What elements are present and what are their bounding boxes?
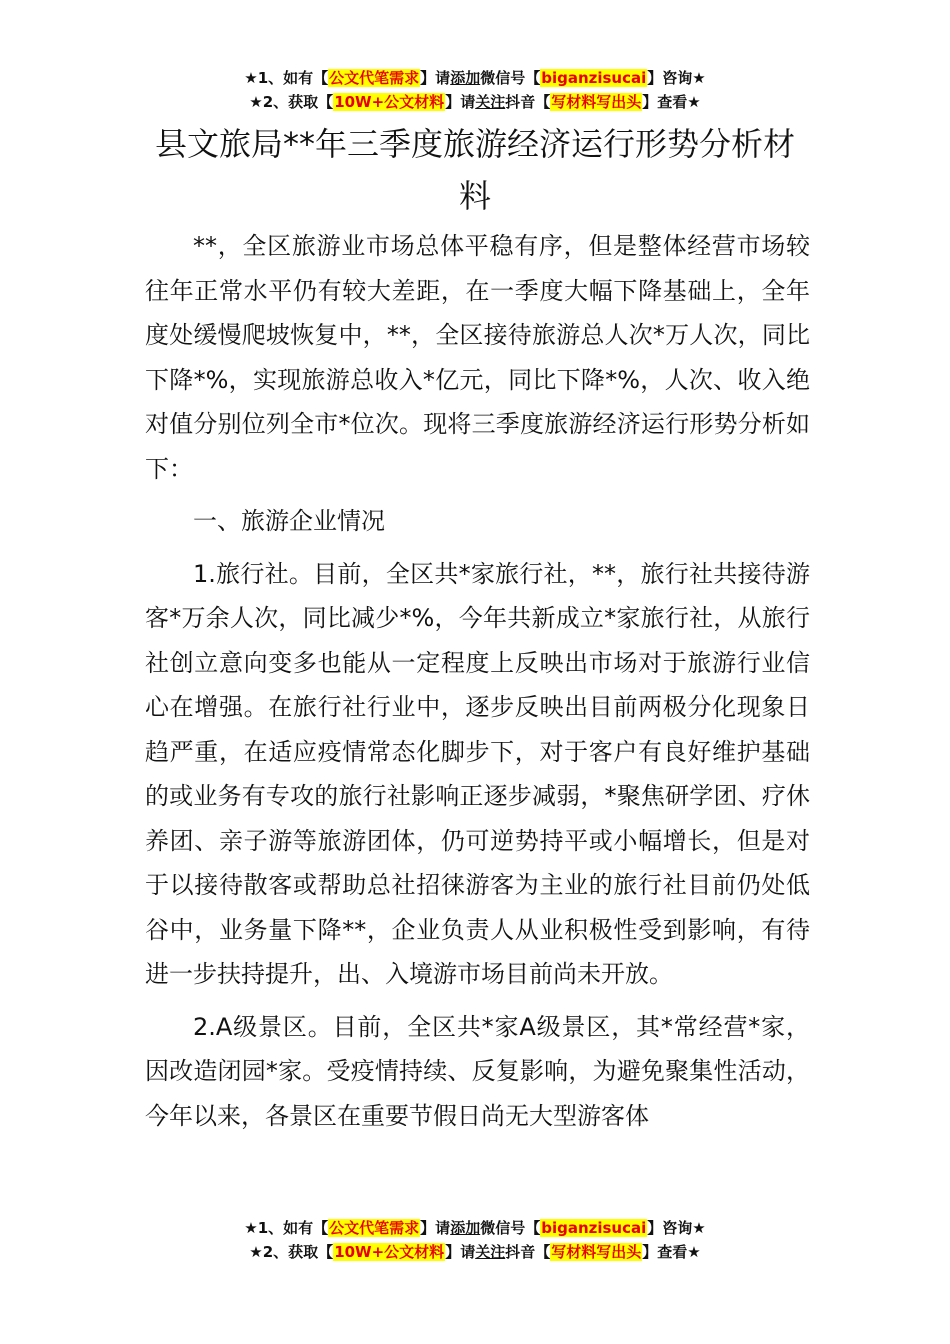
promo-text: 】请 [445, 93, 476, 111]
promo-highlight: 公文代笔需求 [329, 69, 420, 87]
promo-text: ★1、如有【 [244, 69, 329, 87]
promo-text: 】咨询★ [647, 1219, 706, 1237]
promo-highlight: 写材料写出头 [551, 1243, 642, 1261]
promo-text: 】请 [445, 1243, 476, 1261]
promo-text: ★2、获取【 [249, 1243, 334, 1261]
promo-highlight: 公文代笔需求 [329, 1219, 420, 1237]
promo-line-2 [0, 90, 950, 114]
promo-highlight: biganzisucai [541, 69, 647, 87]
promo-text: 】请 [420, 1219, 451, 1237]
section-heading: 一、旅游企业情况 [193, 507, 385, 535]
document-body [145, 224, 810, 1146]
promo-underlined: 关注 [475, 1243, 506, 1261]
promo-text: 抖音【 [505, 93, 551, 111]
promo-line-2 [0, 1240, 950, 1264]
scenic-area-paragraph: 2.A级景区。目前，全区共*家A级景区，其*常经营*家，因改造闭园*家。受疫情持续、反复影响，为避免聚集性活动，今年以来，各景区在重要节假日尚无大型游客体 [145, 1012, 810, 1130]
promo-text: 抖音【 [505, 1243, 551, 1261]
promo-highlight: 10W+公文材料 [334, 1243, 445, 1261]
promo-text: 】查看★ [642, 1243, 701, 1261]
promo-highlight: 10W+公文材料 [334, 93, 445, 111]
promo-line-1 [0, 1216, 950, 1240]
promo-text: ★2、获取【 [249, 93, 334, 111]
promo-text: 】请 [420, 69, 451, 87]
promo-underlined: 添加 [450, 1219, 481, 1237]
promo-highlight: 写材料写出头 [551, 93, 642, 111]
promo-text: 】咨询★ [647, 69, 706, 87]
document-title: 县文旅局**年三季度旅游经济运行形势分析材料 [154, 125, 795, 215]
promo-text: 微信号【 [480, 69, 541, 87]
promo-text: ★1、如有【 [244, 1219, 329, 1237]
header-promo-banner [0, 66, 950, 114]
travel-agency-paragraph: 1.旅行社。目前，全区共*家旅行社，**，旅行社共接待游客*万余人次，同比减少*%，今年共新成立*家旅行社，从旅行社创立意向变多也能从一定程度上反映出市场对于旅游行业信心在增强。在旅行社行业中，逐步反映出目前两极分化现象日趋严重，在适应疫情常态化脚步下，对于客户有良好维护基础的或业务有专攻的旅行社影响正逐步减弱，*聚焦研学团、疗休养团、亲子游等旅游团体，仍可逆势持平或小幅增长，但是对于以接待散客或帮助总社招徕游客为主业的旅行社目前仍处低谷中，业务量下降**，企业负责人从业积极性受到影响，有待进一步扶持提升，出、入境游市场目前尚未开放。 [145, 559, 810, 988]
promo-highlight: biganzisucai [541, 1219, 647, 1237]
intro-paragraph: **，全区旅游业市场总体平稳有序，但是整体经营市场较往年正常水平仍有较大差距，在一季度大幅下降基础上，全年度处缓慢爬坡恢复中，**，全区接待旅游总人次*万人次，同比下降*%，实现旅游总收入*亿元，同比下降*%，人次、收入绝对值分别位列全市*位次。现将三季度旅游经济运行形势分析如下： [145, 232, 810, 483]
promo-underlined: 关注 [475, 93, 506, 111]
promo-text: 微信号【 [480, 1219, 541, 1237]
footer-promo-banner [0, 1216, 950, 1264]
promo-line-1 [0, 66, 950, 90]
promo-underlined: 添加 [450, 69, 481, 87]
promo-text: 】查看★ [642, 93, 701, 111]
